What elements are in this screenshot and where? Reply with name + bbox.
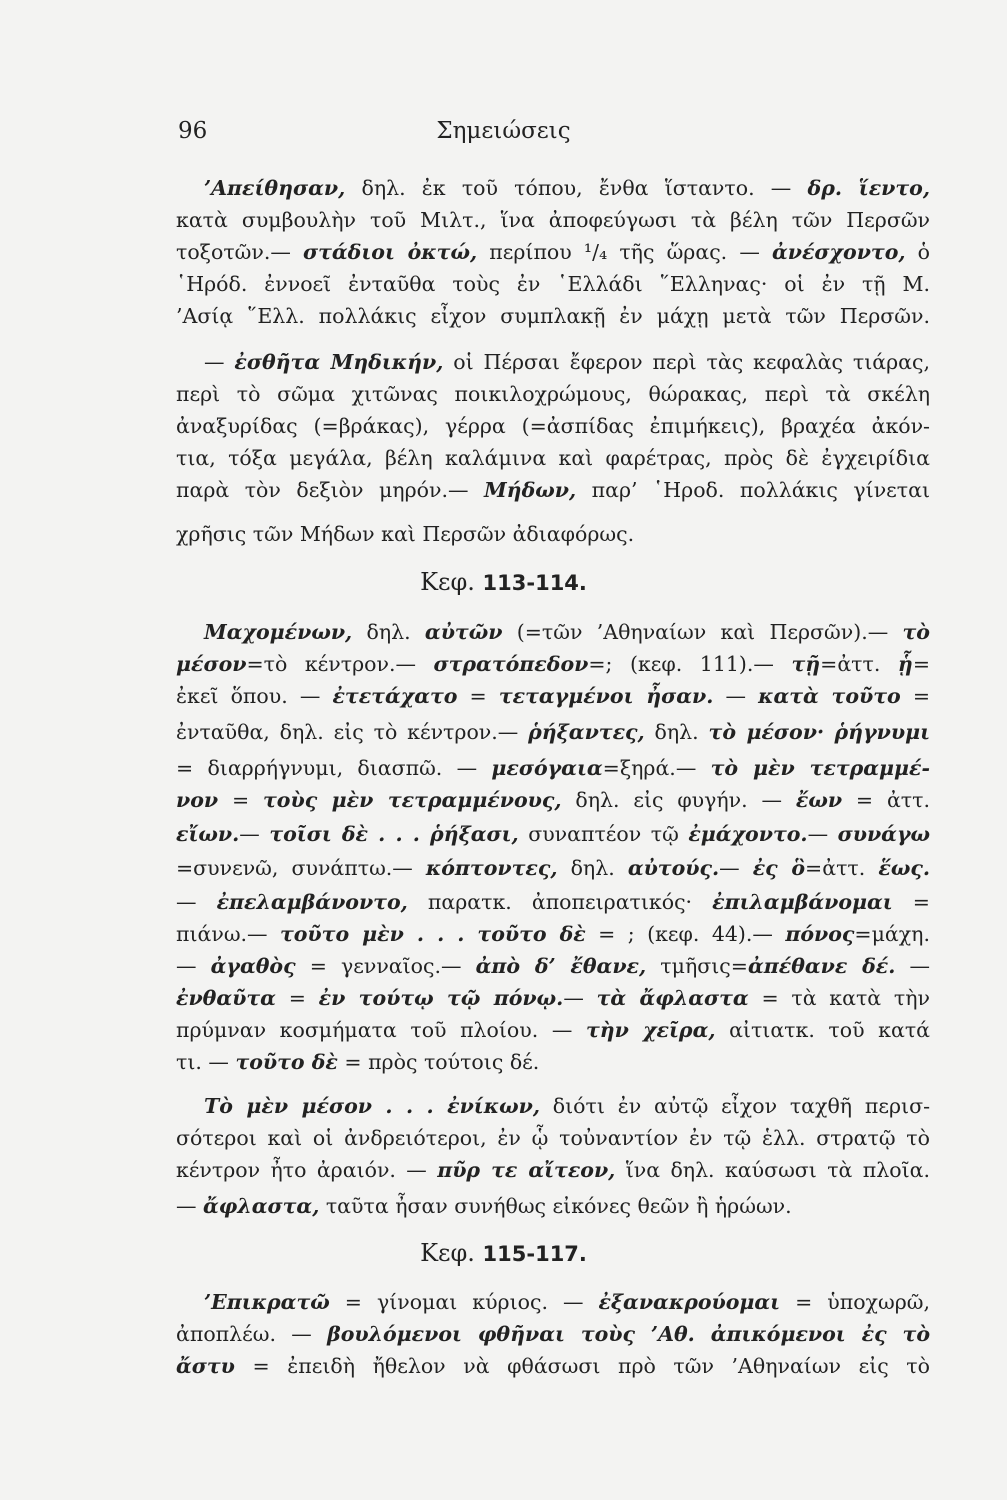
gloss: δηλ. bbox=[644, 720, 709, 744]
gloss: =ἀττ. bbox=[805, 856, 879, 880]
gloss: ῾Ηρόδ. ἐννοεῖ ἐνταῦθα τοὺς ἐν ῾Ελλάδι ῞Ελληνας· οἱ ἐν τῇ Μ. bbox=[176, 272, 930, 296]
gloss: = γενναῖος.— bbox=[295, 954, 476, 978]
lemma: μέσον bbox=[176, 652, 247, 676]
gloss: αἰτιατκ. τοῦ κατά bbox=[715, 1018, 931, 1042]
lemma: στρατόπεδον bbox=[433, 652, 589, 676]
gloss: παρὰ τὸν δεξιὸν μηρόν.— bbox=[176, 478, 484, 502]
gloss: — bbox=[895, 954, 930, 978]
gloss: =μάχη. bbox=[854, 922, 930, 946]
lemma: ’Επικρατῶ bbox=[204, 1290, 330, 1314]
lemma: ἕως. bbox=[878, 856, 930, 880]
gloss: = ἐπειδὴ ἤθελον νὰ φθάσωσι πρὸ τῶν ’Αθηναίων εἰς τὸ bbox=[234, 1354, 930, 1378]
gloss: = bbox=[275, 986, 319, 1010]
lemma: ἐτετάχατο bbox=[332, 684, 458, 708]
lemma: ἀπέθανε δέ. bbox=[747, 954, 896, 978]
gloss: ταῦτα ἦσαν συνήθως εἰκόνες θεῶν ἢ ἡρώων. bbox=[319, 1194, 792, 1218]
gloss: χρῆσις τῶν Μήδων καὶ Περσῶν ἀδιαφόρως. bbox=[176, 522, 635, 546]
lemma: τοῖσι δὲ . . . ῥήξασι, bbox=[269, 822, 519, 846]
lemma: ἐς ὃ bbox=[752, 856, 806, 880]
lemma: τοῦτο μὲν . . . τοῦτο δὲ bbox=[279, 922, 586, 946]
gloss: =ἀττ. bbox=[820, 652, 898, 676]
lemma: ’Απείθησαν, bbox=[204, 176, 346, 200]
text-line bbox=[176, 204, 930, 236]
text-line bbox=[176, 784, 930, 816]
gloss: ’Ασίᾳ ῞Ελλ. πολλάκις εἶχον συμπλακῇ ἐν μάχῃ μετὰ τῶν Περσῶν. bbox=[176, 304, 930, 328]
gloss: = bbox=[218, 788, 264, 812]
text-line bbox=[176, 1014, 930, 1046]
lemma: ἐσθῆτα Μηδικήν, bbox=[234, 350, 444, 374]
text-line bbox=[176, 752, 930, 784]
lemma: ἐπιλαμβάνομαι bbox=[712, 890, 893, 914]
gloss: — bbox=[239, 822, 270, 846]
text-line bbox=[176, 716, 930, 748]
gloss: σότεροι καὶ οἱ ἀνδρειότεροι, ἐν ᾧ τοὐναντίον ἐν τῷ ἑλλ. στρατῷ τὸ bbox=[176, 1126, 930, 1150]
text-line bbox=[176, 410, 930, 442]
gloss: πιάνω.— bbox=[176, 922, 280, 946]
gloss: κατὰ συμβουλὴν τοῦ Μιλτ., ἵνα ἀποφεύγωσι τὰ βέλη τῶν Περσῶν bbox=[176, 208, 930, 232]
text-line bbox=[176, 680, 930, 712]
gloss: — bbox=[713, 684, 759, 708]
lemma: στάδιοι ὀκτώ, bbox=[303, 240, 478, 264]
text-line bbox=[176, 886, 930, 918]
chapter-heading bbox=[0, 1236, 1007, 1271]
gloss: = bbox=[912, 652, 930, 676]
lemma: τὰ ἄφλαστα bbox=[596, 986, 749, 1010]
gloss: ἵνα δηλ. καύσωσι τὰ πλοῖα. bbox=[615, 1158, 930, 1182]
gloss: ἐνταῦθα, δηλ. εἰς τὸ κέντρον.— bbox=[176, 720, 529, 744]
text-line bbox=[176, 236, 930, 268]
gloss: συναπτέον τῷ bbox=[518, 822, 689, 846]
gloss: τοξοτῶν.— bbox=[176, 240, 303, 264]
gloss: τμῆσις= bbox=[646, 954, 748, 978]
text-line bbox=[176, 1046, 539, 1078]
lemma: πόνος bbox=[785, 922, 855, 946]
gloss: — bbox=[719, 856, 753, 880]
lemma: τὸ bbox=[902, 620, 930, 644]
gloss: δηλ. bbox=[352, 620, 425, 644]
gloss: =ξηρά.— bbox=[602, 756, 711, 780]
chapter-heading-prefix: Κεφ. bbox=[420, 1239, 483, 1267]
lemma: ἐπελαμβάνοντο, bbox=[216, 890, 408, 914]
gloss: (=τῶν ’Αθηναίων καὶ Περσῶν).— bbox=[502, 620, 903, 644]
gloss: = γίνομαι κύριος. — bbox=[329, 1290, 599, 1314]
gloss: = bbox=[457, 684, 499, 708]
gloss: — bbox=[176, 954, 211, 978]
lemma: Τὸ μὲν μέσον . . . ἐνίκων, bbox=[204, 1094, 540, 1118]
gloss: τι. — bbox=[176, 1050, 236, 1074]
lemma: συνάγω bbox=[837, 822, 930, 846]
text-line bbox=[176, 1154, 930, 1186]
lemma: ᾗ bbox=[897, 652, 913, 676]
gloss: =τὸ κέντρον.— bbox=[246, 652, 434, 676]
gloss: τια, τόξα μεγάλα, βέλη καλάμινα καὶ φαρέτρας, πρὸς δὲ ἐγχειρίδια bbox=[176, 446, 930, 470]
text-line bbox=[176, 300, 930, 332]
gloss: ἐκεῖ ὅπου. — bbox=[176, 684, 333, 708]
gloss: ἀναξυρίδας (=βράκας), γέρρα (=ἀσπίδας ἐπιμήκεις), βραχέα ἀκόν- bbox=[176, 414, 930, 438]
gloss: ὁ bbox=[905, 240, 931, 264]
gloss: ἀποπλέω. — bbox=[176, 1322, 328, 1346]
gloss: δηλ. bbox=[557, 856, 628, 880]
chapter-heading-range: 113-114. bbox=[482, 571, 587, 595]
lemma: ἄφλαστα, bbox=[203, 1194, 320, 1218]
gloss: διότι ἐν αὐτῷ εἶχον ταχθῆ περισ- bbox=[539, 1094, 930, 1118]
text-line bbox=[204, 1090, 930, 1122]
text-line bbox=[176, 982, 930, 1014]
lemma: Μαχομένων, bbox=[204, 620, 353, 644]
lemma: τοὺς μὲν τετραμμένους, bbox=[263, 788, 562, 812]
gloss: = πρὸς τούτοις δέ. bbox=[337, 1050, 540, 1074]
lemma: πῦρ τε αἴτεον, bbox=[437, 1158, 616, 1182]
lemma: ἄστυ bbox=[176, 1354, 235, 1378]
gloss: =; (κεφ. 111).— bbox=[588, 652, 792, 676]
text-line bbox=[204, 616, 930, 648]
lemma: κόπτοντες, bbox=[425, 856, 558, 880]
lemma: εἴων. bbox=[176, 822, 240, 846]
lemma: τὸ μέσον· ῥήγνυμι bbox=[708, 720, 930, 744]
gloss: παρατκ. ἀποπειρατικός· bbox=[407, 890, 713, 914]
gloss: κέντρον ἦτο ἀραιόν. — bbox=[176, 1158, 438, 1182]
text-line bbox=[204, 172, 930, 204]
lemma: ἔων bbox=[795, 788, 843, 812]
text-line bbox=[176, 268, 930, 300]
gloss: — bbox=[204, 350, 235, 374]
text-line bbox=[176, 1350, 930, 1382]
lemma: τὴν χεῖρα, bbox=[585, 1018, 716, 1042]
lemma: κατὰ τοῦτο bbox=[758, 684, 901, 708]
lemma: αὐτούς. bbox=[627, 856, 720, 880]
text-line bbox=[176, 852, 930, 884]
text-line bbox=[176, 648, 930, 680]
lemma: δρ. ἵεντο, bbox=[807, 176, 930, 200]
chapter-heading-prefix: Κεφ. bbox=[420, 568, 483, 596]
lemma: μεσόγαια bbox=[491, 756, 603, 780]
gloss: δηλ. ἐκ τοῦ τόπου, ἔνθα ἵσταντο. — bbox=[345, 176, 808, 200]
gloss: = διαρρήγνυμι, διασπῶ. — bbox=[176, 756, 492, 780]
gloss: περὶ τὸ σῶμα χιτῶνας ποικιλοχρώμους, θώρακας, περὶ τὰ σκέλη bbox=[176, 382, 930, 406]
gloss: =συνενῶ, συνάπτω.— bbox=[176, 856, 426, 880]
text-line bbox=[176, 1122, 930, 1154]
text-line bbox=[176, 1318, 930, 1350]
page-number: 96 bbox=[178, 118, 208, 144]
gloss: παρ’ ῾Ηροδ. πολλάκις γίνεται bbox=[576, 478, 930, 502]
lemma: ἐξανακρούομαι bbox=[598, 1290, 781, 1314]
lemma: τοῦτο δὲ bbox=[235, 1050, 338, 1074]
lemma: αὐτῶν bbox=[424, 620, 503, 644]
text-line bbox=[176, 474, 930, 506]
lemma: τὸ μὲν τετραμμέ- bbox=[710, 756, 931, 780]
lemma: ἐνθαῦτα bbox=[176, 986, 276, 1010]
text-line bbox=[176, 950, 930, 982]
lemma: ἐν τούτῳ τῷ πόνῳ. bbox=[318, 986, 564, 1010]
running-title: Σημειώσεις bbox=[436, 118, 571, 144]
lemma: ἀπὸ δ’ ἔθανε, bbox=[475, 954, 647, 978]
lemma: νον bbox=[176, 788, 219, 812]
gloss: — bbox=[176, 890, 217, 914]
gloss: = ὑποχωρῶ, bbox=[780, 1290, 930, 1314]
chapter-heading bbox=[0, 565, 1007, 600]
text-line bbox=[176, 378, 930, 410]
gloss: = ; (κεφ. 44).— bbox=[585, 922, 786, 946]
gloss: δηλ. εἰς φυγήν. — bbox=[561, 788, 796, 812]
text-line bbox=[176, 918, 930, 950]
lemma: ἐμάχοντο. bbox=[688, 822, 808, 846]
gloss: οἱ Πέρσαι ἔφερον περὶ τὰς κεφαλὰς τιάρας, bbox=[443, 350, 930, 374]
text-line bbox=[176, 818, 930, 850]
gloss: πρύμναν κοσμήματα τοῦ πλοίου. — bbox=[176, 1018, 586, 1042]
gloss: = τὰ κατὰ τὴν bbox=[748, 986, 930, 1010]
lemma: ῥήξαντες, bbox=[528, 720, 645, 744]
page-header bbox=[0, 118, 1007, 152]
text-line bbox=[204, 1286, 930, 1318]
lemma: τῇ bbox=[791, 652, 821, 676]
lemma: τεταγμένοι ἦσαν. bbox=[498, 684, 714, 708]
lemma: ἀγαθὸς bbox=[210, 954, 296, 978]
text-line bbox=[204, 346, 930, 378]
gloss: — bbox=[176, 1194, 204, 1218]
gloss: — bbox=[807, 822, 838, 846]
lemma: ἀνέσχοντο, bbox=[771, 240, 906, 264]
chapter-heading-range: 115-117. bbox=[482, 1242, 587, 1266]
lemma: βουλόμενοι φθῆναι τοὺς ’Αθ. ἀπικόμενοι ἐς τὸ bbox=[327, 1322, 930, 1346]
text-line bbox=[176, 518, 634, 550]
gloss: = bbox=[900, 684, 931, 708]
text-line bbox=[176, 1190, 792, 1222]
gloss: = bbox=[892, 890, 930, 914]
gloss: περίπου ¹/₄ τῆς ὥρας. — bbox=[477, 240, 772, 264]
gloss: — bbox=[563, 986, 597, 1010]
gloss: = ἀττ. bbox=[842, 788, 930, 812]
text-line bbox=[176, 442, 930, 474]
lemma: Μήδων, bbox=[483, 478, 577, 502]
